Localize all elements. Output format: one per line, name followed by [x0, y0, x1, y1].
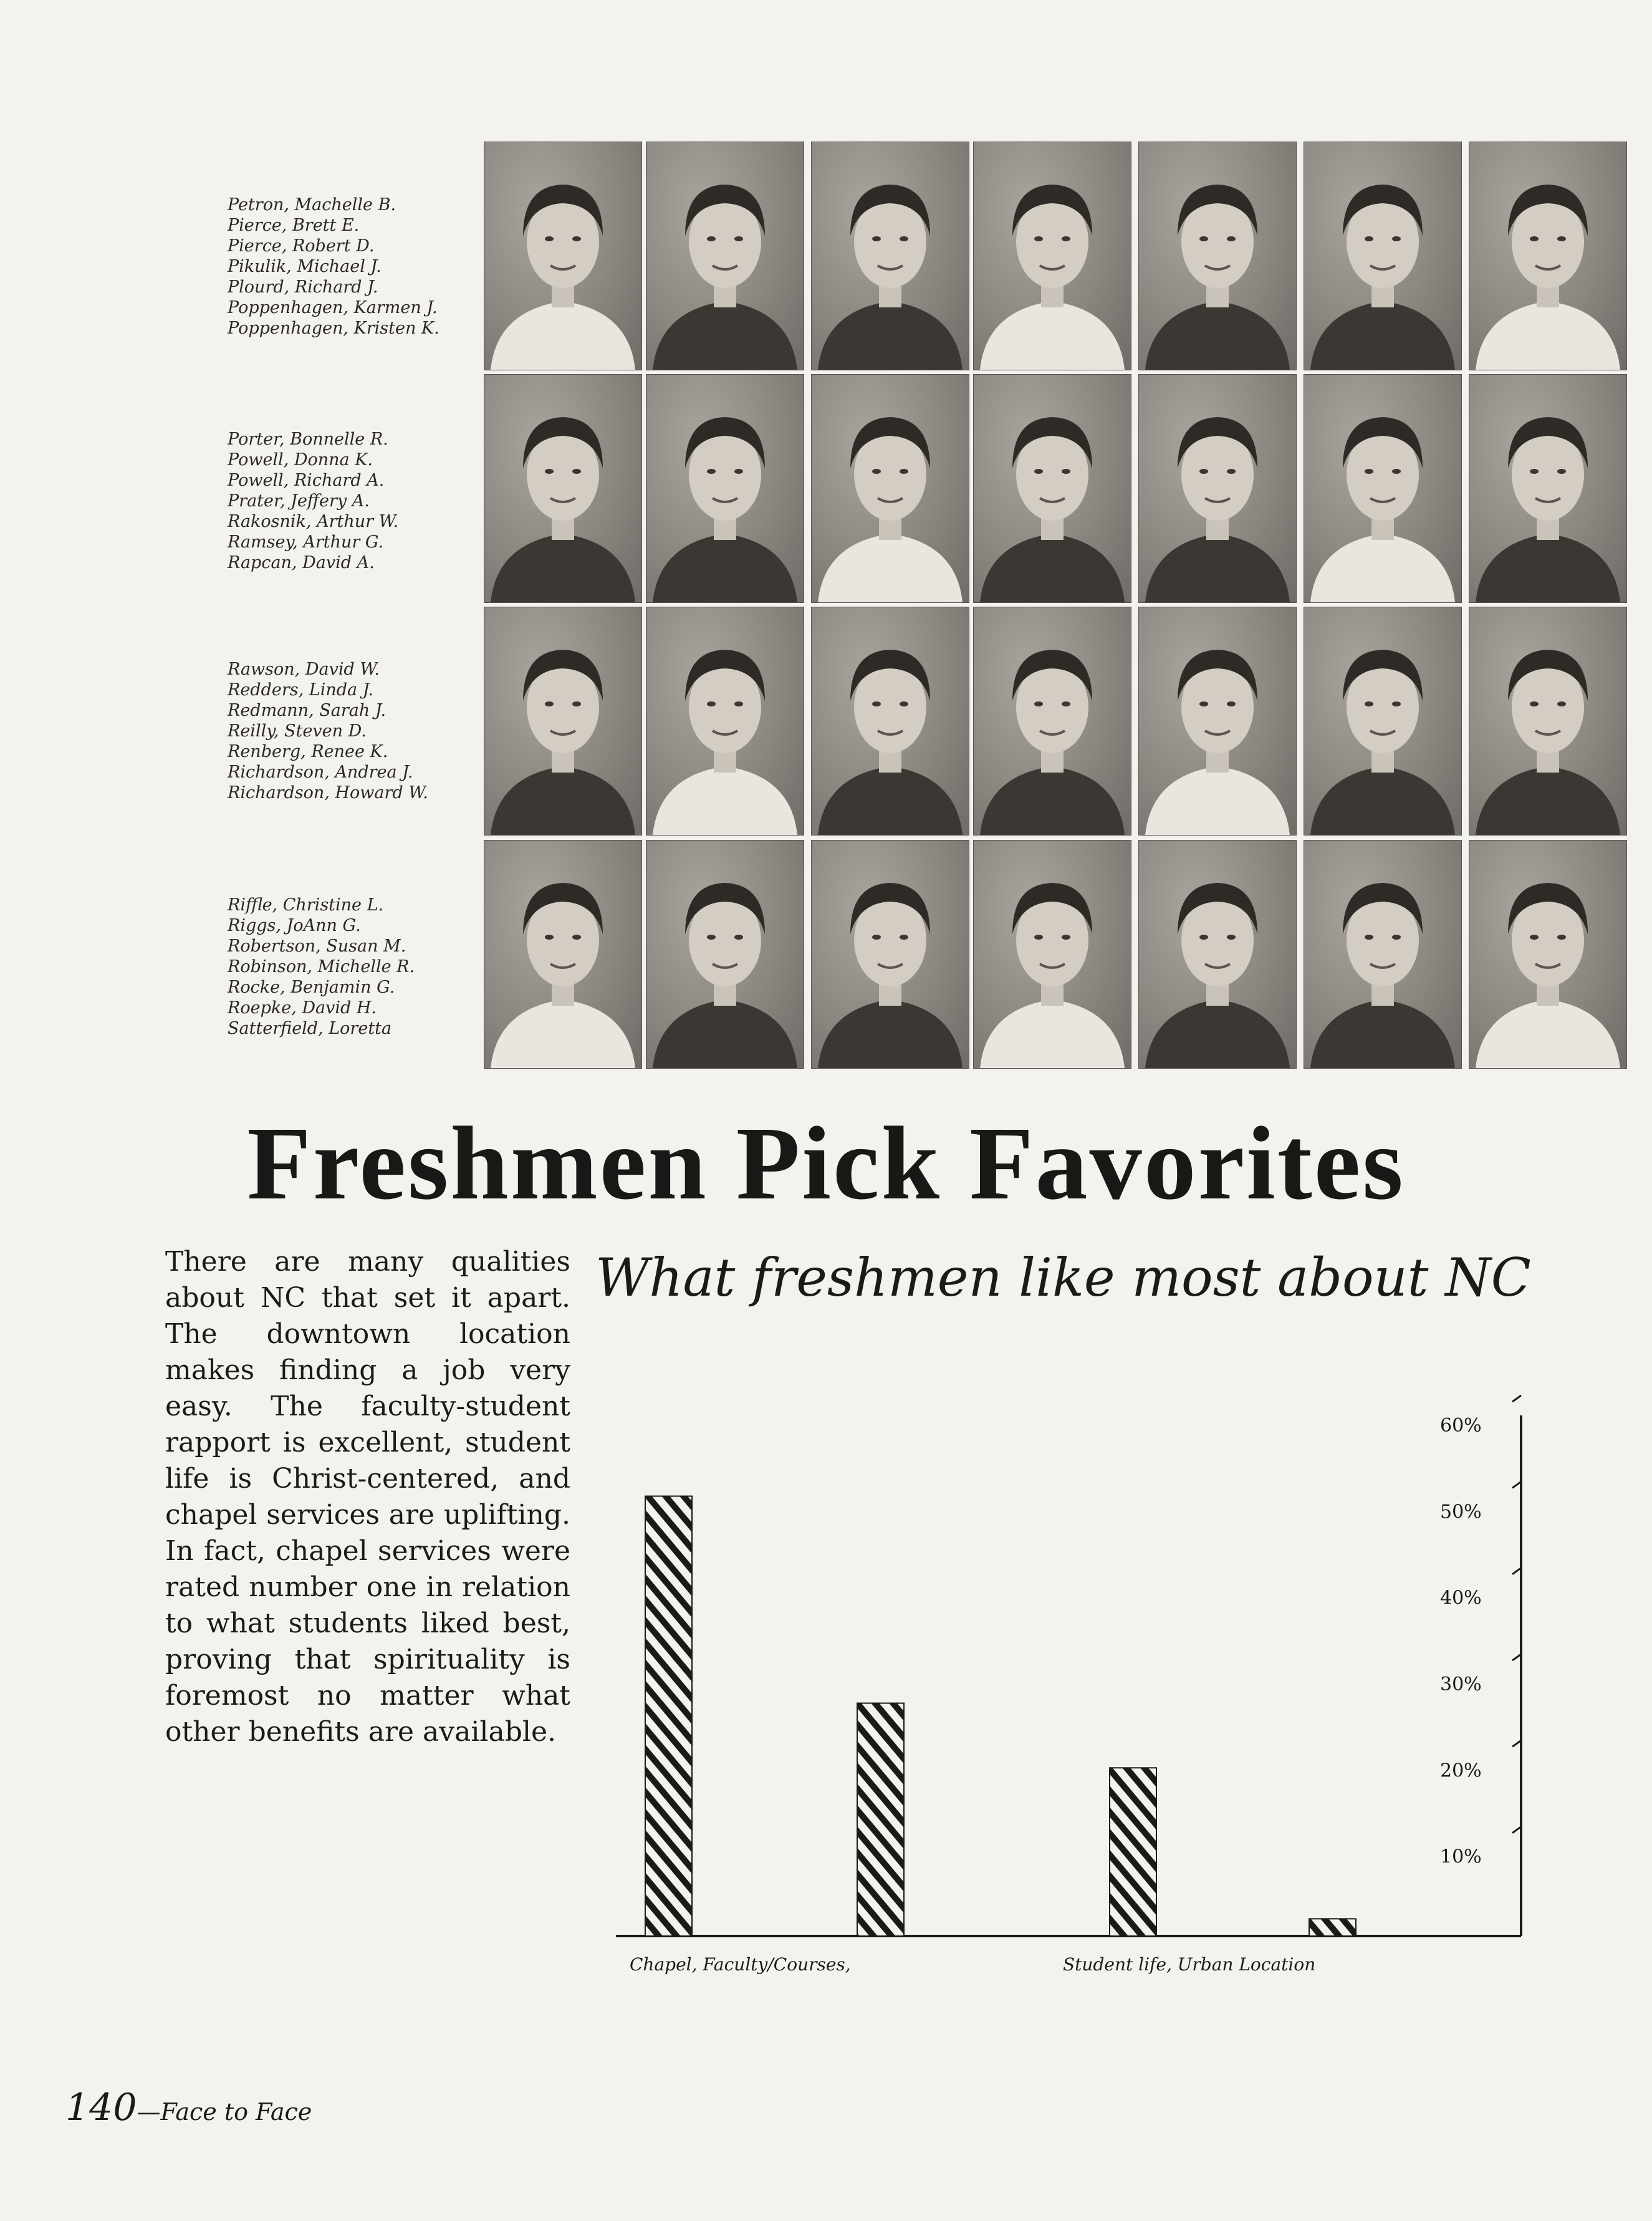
student-portrait	[646, 607, 804, 836]
y-tick-label: 10%	[1440, 1846, 1482, 1868]
roster-name: Prater, Jeffery A.	[228, 491, 370, 511]
y-tick-mark	[1512, 1395, 1521, 1402]
student-portrait	[1469, 607, 1627, 836]
roster-3	[228, 659, 483, 803]
student-portrait	[973, 142, 1131, 370]
bar-chart	[611, 1372, 1534, 1983]
student-portrait	[973, 840, 1131, 1069]
roster-name: Plourd, Richard J.	[228, 277, 378, 297]
student-portrait	[1138, 607, 1297, 836]
student-portrait	[811, 374, 969, 603]
student-portrait	[1138, 840, 1297, 1069]
roster-name: Pierce, Brett E.	[228, 216, 360, 235]
footer-text: —Face to Face	[137, 2098, 312, 2126]
y-tick-mark	[1512, 1827, 1521, 1833]
roster-name: Poppenhagen, Kristen K.	[228, 319, 439, 338]
student-portrait	[973, 374, 1131, 603]
roster-name: Redmann, Sarah J.	[228, 701, 387, 720]
bar-2	[857, 1703, 904, 1937]
student-portrait	[484, 840, 642, 1069]
bar-1	[645, 1496, 692, 1937]
roster-name: Roepke, David H.	[228, 998, 377, 1018]
y-tick-mark	[1512, 1481, 1521, 1488]
y-tick-mark	[1512, 1568, 1521, 1574]
roster-1	[228, 195, 483, 339]
y-tick-label: 40%	[1440, 1587, 1482, 1609]
roster-name: Pikulik, Michael J.	[228, 257, 382, 276]
bar-4	[1309, 1919, 1356, 1936]
roster-2	[228, 429, 483, 573]
y-tick-label: 30%	[1440, 1674, 1482, 1695]
roster-name: Rakosnik, Arthur W.	[228, 512, 399, 531]
roster-name: Porter, Bonnelle R.	[228, 430, 388, 449]
roster-name: Rocke, Benjamin G.	[228, 978, 395, 997]
y-tick-label: 60%	[1440, 1415, 1482, 1437]
roster-name: Robinson, Michelle R.	[228, 957, 415, 976]
student-portrait	[811, 840, 969, 1069]
roster-name: Riggs, JoAnn G.	[228, 916, 361, 935]
roster-name: Riffle, Christine L.	[228, 895, 384, 915]
student-portrait	[1469, 840, 1627, 1069]
roster-name: Ramsey, Arthur G.	[228, 532, 384, 552]
page-headline: Freshmen Pick Favorites	[247, 1106, 1405, 1221]
student-portrait	[1304, 374, 1462, 603]
roster-name: Powell, Richard A.	[228, 471, 385, 490]
roster-name: Richardson, Andrea J.	[228, 763, 413, 782]
student-portrait	[1304, 142, 1462, 370]
roster-name: Petron, Machelle B.	[228, 195, 396, 214]
x-axis-label: Student life, Urban Location	[1063, 1954, 1316, 1975]
student-portrait	[973, 607, 1131, 836]
student-portrait	[646, 374, 804, 603]
y-tick-label: 50%	[1440, 1501, 1482, 1523]
student-portrait	[1304, 607, 1462, 836]
roster-name: Reilly, Steven D.	[228, 721, 367, 741]
student-portrait	[484, 607, 642, 836]
student-portrait	[1138, 374, 1297, 603]
roster-name: Poppenhagen, Karmen J.	[228, 298, 438, 317]
page-footer	[65, 2086, 312, 2129]
roster-name: Renberg, Renee K.	[228, 742, 388, 761]
roster-name: Pierce, Robert D.	[228, 236, 375, 256]
page-number: 140	[65, 2086, 137, 2129]
student-portrait	[811, 607, 969, 836]
roster-name: Robertson, Susan M.	[228, 937, 406, 956]
student-portrait	[1304, 840, 1462, 1069]
roster-name: Powell, Donna K.	[228, 450, 373, 470]
x-axis-label: Chapel, Faculty/Courses,	[630, 1954, 851, 1975]
roster-name: Rapcan, David A.	[228, 553, 375, 572]
student-portrait	[1469, 374, 1627, 603]
chart-title: What freshmen like most about NC	[595, 1247, 1531, 1308]
y-tick-mark	[1512, 1740, 1521, 1746]
roster-name: Richardson, Howard W.	[228, 783, 428, 802]
student-portrait	[811, 142, 969, 370]
student-portrait	[484, 142, 642, 370]
y-tick-label: 20%	[1440, 1760, 1482, 1782]
student-portrait	[646, 840, 804, 1069]
roster-name: Rawson, David W.	[228, 660, 380, 679]
article-body: There are many qualities about NC that set it apart. The downtown location makes finding a job very easy. The faculty-student rapport is excellent, student life is Christ-centered, and chapel services are uplifting. In fact, chapel services were rated number one in relation to what students liked best, proving that spirituality is foremost no matter what other benefits are available.	[165, 1246, 570, 1748]
student-portrait	[1469, 142, 1627, 370]
roster-4	[228, 895, 483, 1039]
bar-chart-svg	[611, 1372, 1534, 1983]
bar-3	[1110, 1768, 1156, 1936]
y-tick-mark	[1512, 1654, 1521, 1660]
roster-name: Redders, Linda J.	[228, 680, 374, 700]
student-portrait	[484, 374, 642, 603]
roster-name: Satterfield, Loretta	[228, 1019, 392, 1038]
portrait-grid	[484, 140, 1625, 1072]
student-portrait	[1138, 142, 1297, 370]
student-portrait	[646, 142, 804, 370]
